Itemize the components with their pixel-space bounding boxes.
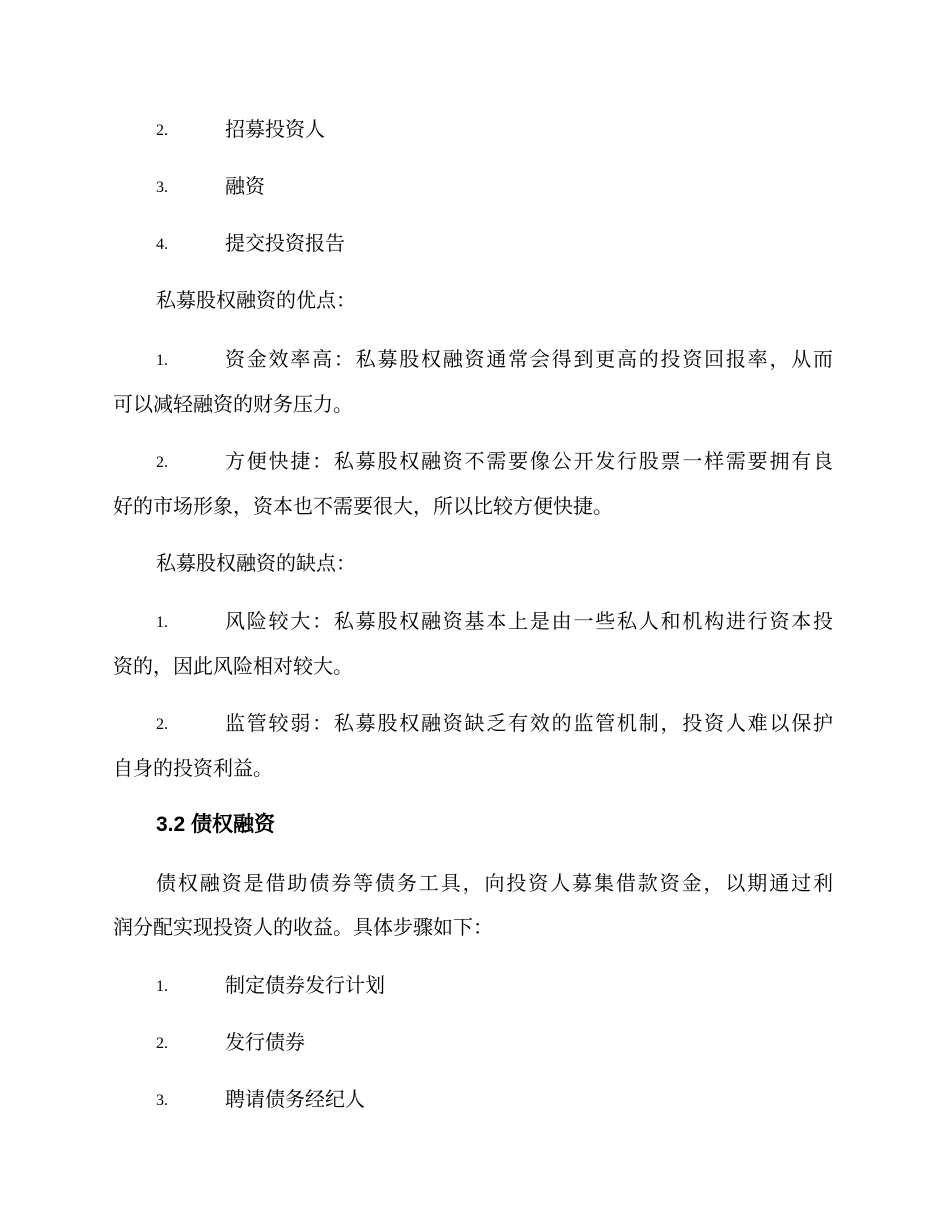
paragraph-text: 私募股权融资的优点： — [156, 288, 356, 312]
paragraph-text-continued: 润分配实现投资人的收益。具体步骤如下： — [113, 915, 493, 939]
list-item-text: 招募投资人 — [225, 117, 325, 141]
list-item-text: 聘请债务经纪人 — [225, 1087, 365, 1111]
list-item-text-continued: 资的，因此风险相对较大。 — [113, 654, 353, 678]
list-item-text-continued: 好的市场形象，资本也不需要很大，所以比较方便快捷。 — [113, 494, 613, 518]
list-item-continuation — [113, 756, 833, 780]
list-item-text: 发行债券 — [225, 1030, 305, 1054]
list-item-text-continued: 自身的投资利益。 — [113, 756, 273, 780]
section-heading: 3.2 债权融资 — [156, 813, 276, 836]
list-number: 2. — [156, 122, 168, 139]
list-number: 2. — [156, 454, 168, 471]
list-item-text: 提交投资报告 — [225, 231, 345, 255]
list-number: 1. — [156, 978, 168, 995]
list-number: 3. — [156, 1092, 168, 1109]
list-item-text: 方便快捷：私募股权融资不需要像公开发行股票一样需要拥有良 — [225, 449, 833, 473]
paragraph-text: 债权融资是借助债券等债务工具，向投资人募集借款资金，以期通过利 — [156, 871, 833, 895]
list-item-continuation — [113, 392, 833, 416]
list-item-text: 制定债券发行计划 — [225, 973, 385, 997]
list-item-text: 风险较大：私募股权融资基本上是由一些私人和机构进行资本投 — [225, 609, 833, 633]
list-number: 4. — [156, 236, 168, 253]
paragraph-continuation — [113, 915, 833, 939]
paragraph-text: 私募股权融资的缺点： — [156, 551, 356, 575]
list-item-text: 监管较弱：私募股权融资缺乏有效的监管机制，投资人难以保护 — [225, 711, 833, 735]
list-item-text: 融资 — [225, 174, 265, 198]
list-item-continuation — [113, 494, 833, 518]
list-number: 3. — [156, 179, 168, 196]
list-number: 1. — [156, 352, 168, 369]
list-number: 1. — [156, 614, 168, 631]
list-item-text-continued: 可以减轻融资的财务压力。 — [113, 392, 353, 416]
list-item-text: 资金效率高：私募股权融资通常会得到更高的投资回报率，从而 — [225, 347, 833, 371]
list-item-continuation — [113, 654, 833, 678]
list-number: 2. — [156, 716, 168, 733]
list-number: 2. — [156, 1035, 168, 1052]
